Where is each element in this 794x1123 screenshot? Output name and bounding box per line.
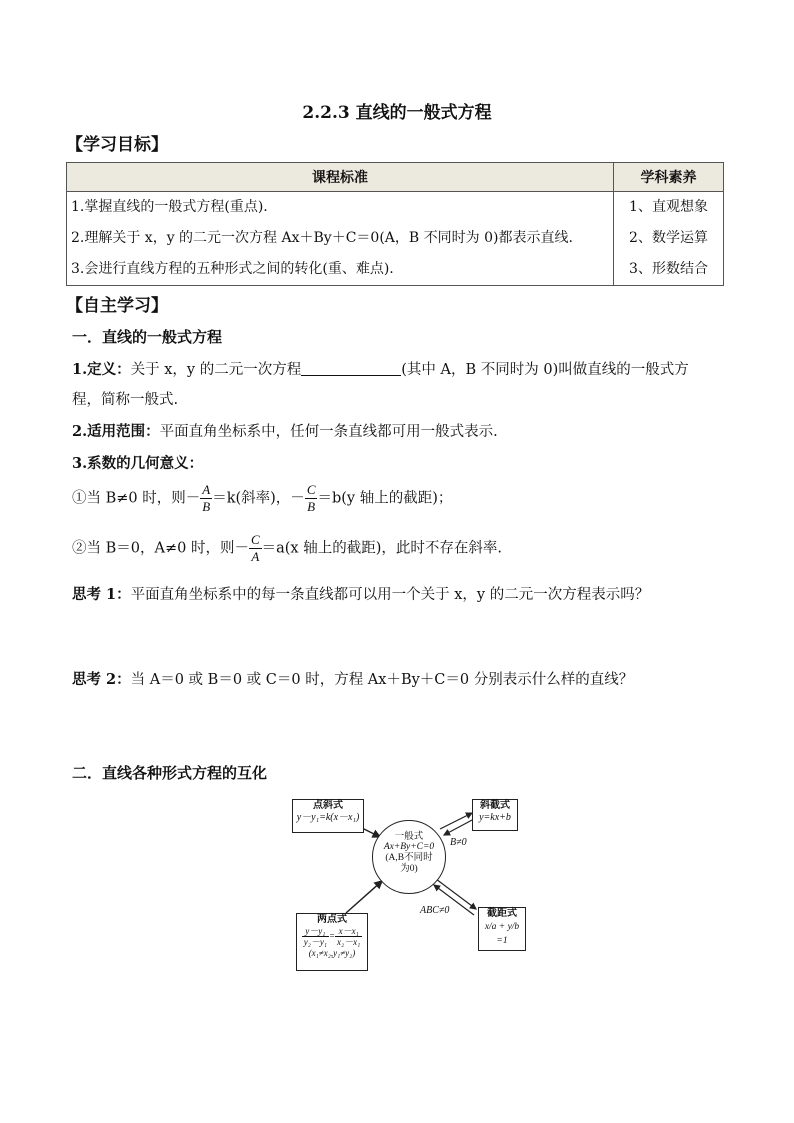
part1-heading: 一．直线的一般式方程	[72, 328, 223, 346]
slope-intercept-formula: y=kx+b	[479, 812, 511, 823]
section-self-study-heading: 【自主学习】	[66, 296, 168, 316]
box-intercept	[478, 907, 526, 951]
section-goals-heading: 【学习目标】	[66, 135, 168, 155]
standard-item: 2.理解关于 x，y 的二元一次方程 Ax＋By＋C＝0(A，B 不同时为 0)都表示直线.	[71, 230, 573, 246]
point-slope-formula: y－y₁=k(x－x₁)	[296, 812, 360, 823]
page-title: 2.2.3 直线的一般式方程	[302, 103, 492, 123]
arrow-to-slope-intercept	[440, 813, 472, 829]
part2-heading: 二．直线各种形式方程的互化	[72, 764, 268, 782]
box-slope-intercept	[472, 799, 518, 831]
fraction-a-over-b: $\frac{A}{B}$	[202, 482, 211, 514]
fill-blank	[301, 361, 401, 376]
literacy-item: 2、数学运算	[629, 230, 708, 246]
intercept-formula: x/a + y/b =1	[484, 922, 520, 946]
coefficient-item-2	[72, 532, 502, 565]
slope-intercept-name: 斜截式	[480, 800, 510, 811]
definition-text-3: 程，简称一般式.	[72, 392, 179, 408]
label-b-nonzero: B≠0	[450, 837, 467, 848]
think-1	[72, 583, 649, 604]
fraction-c-over-b: $\frac{C}{B}$	[306, 482, 316, 514]
label-abc-nonzero: ABC≠0	[420, 905, 450, 916]
think1-label: 思考 1：	[72, 586, 131, 603]
item2-suffix: ＝a(x 轴上的截距)，此时不存在斜率.	[261, 540, 502, 557]
header-literacy: 学科素养	[614, 163, 724, 192]
coefficient-item-1	[72, 482, 452, 515]
item1-prefix: ①当 B≠0 时，则－	[72, 490, 201, 507]
two-point-condition: (x₁≠x₂,y₁≠y₂)	[308, 948, 356, 958]
box-point-slope	[292, 799, 364, 833]
arrow-from-slope-intercept	[444, 819, 474, 835]
definition-label: 1.定义：	[72, 361, 131, 378]
think2-text: 当 A＝0 或 B＝0 或 C＝0 时，方程 Ax＋By＋C＝0 分别表示什么样的直线？	[130, 672, 634, 688]
literacy-item: 3、形数结合	[629, 261, 708, 277]
literacy-cell	[614, 192, 724, 286]
standard-item: 3.会进行直线方程的五种形式之间的转化(重、难点).	[71, 261, 394, 277]
general-formula: Ax+By+C=0	[383, 842, 435, 852]
header-standards: 课程标准	[67, 163, 614, 192]
arrow-two-point	[346, 881, 382, 913]
scope-line	[72, 420, 498, 441]
literacy-item: 1、直观想象	[629, 199, 708, 215]
scope-text: 平面直角坐标系中，任何一条直线都可用一般式表示.	[159, 424, 498, 440]
general-form-circle	[372, 820, 446, 894]
general-condition-1: (A,B不同时	[385, 853, 433, 863]
definition-text-2: (其中 A，B 不同时为 0)叫做直线的一般式方	[401, 362, 689, 378]
definition-line	[72, 358, 689, 379]
general-name: 一般式	[394, 831, 424, 842]
think1-text: 平面直角坐标系中的每一条直线都可以用一个关于 x，y 的二元一次方程表示吗？	[130, 587, 650, 603]
standards-cell	[67, 192, 614, 286]
point-slope-name: 点斜式	[313, 800, 343, 811]
goals-table-body	[67, 192, 724, 286]
intercept-name: 截距式	[487, 908, 517, 919]
conversion-diagram	[284, 795, 534, 975]
standard-item: 1.掌握直线的一般式方程(重点).	[71, 199, 268, 215]
goals-table	[66, 162, 724, 286]
general-condition-2: 为0)	[400, 864, 418, 874]
think-2	[72, 668, 633, 689]
geometric-meaning-label: 3.系数的几何意义：	[72, 455, 204, 472]
item1-mid: ＝k(斜率)，－	[212, 490, 305, 507]
scope-label: 2.适用范围：	[72, 423, 160, 440]
fraction-c-over-a: $\frac{C}{A}$	[250, 532, 260, 564]
two-point-name: 两点式	[317, 914, 347, 925]
box-two-point: 两点式 $\frac{\text{y－y₁}}{\text{y₂－y₁}}$ = $\frac{\text{x－x₁}}{\text{x₂－x₁}}$ (x₁≠x₂,y₁≠y₂)	[296, 913, 368, 971]
definition-text-1: 关于 x，y 的二元一次方程	[130, 362, 302, 378]
goals-table-header	[67, 163, 724, 192]
item2-prefix: ②当 B＝0，A≠0 时，则－	[72, 540, 249, 557]
item1-suffix: ＝b(y 轴上的截距)；	[317, 490, 453, 507]
think2-label: 思考 2：	[72, 671, 131, 688]
